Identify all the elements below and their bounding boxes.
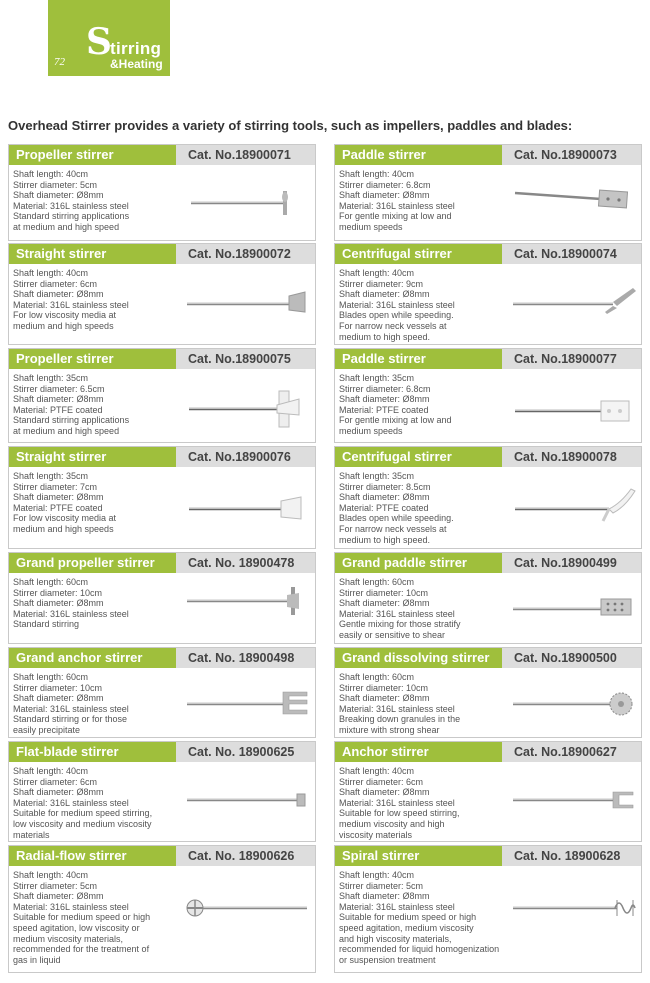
catalog-number: Cat. No. 18900626 <box>176 846 315 866</box>
product-card <box>8 552 316 644</box>
spec-line: Material: PTFE coated <box>13 404 103 415</box>
product-card <box>8 446 316 549</box>
spec-line: Blades open while speeding. <box>339 310 454 321</box>
spec-line: medium and high speeds <box>13 320 114 331</box>
catalog-number: Cat. No.18900072 <box>176 244 315 264</box>
spec-line: Gentle mixing for those stratify <box>339 619 461 630</box>
product-name: Anchor stirrer <box>335 742 502 762</box>
spec-line: Stirrer diameter: 6cm <box>13 278 98 289</box>
spec-line: Shaft diameter: Ø8mm <box>339 289 430 300</box>
spec-line: Shaft diameter: Ø8mm <box>13 394 104 405</box>
product-specs <box>339 471 511 545</box>
spec-line: speed agitation, medium viscosity <box>339 922 474 933</box>
product-specs <box>13 471 185 535</box>
spec-line: Shaft diameter: Ø8mm <box>339 787 430 798</box>
product-name: Flat-blade stirrer <box>9 742 176 762</box>
spec-line: Blades open while speeding. <box>339 513 454 524</box>
product-specs <box>13 373 185 437</box>
product-name: Grand propeller stirrer <box>9 553 176 573</box>
catalog-number: Cat. No.18900074 <box>502 244 641 264</box>
spec-line: Shaft length: 35cm <box>339 373 415 383</box>
spec-line: For low viscosity media at <box>13 310 117 321</box>
product-header <box>9 846 315 866</box>
spec-line: low viscosity and medium viscosity <box>13 818 152 829</box>
radial-flow-icon <box>183 874 311 934</box>
spec-line: Shaft diameter: Ø8mm <box>13 891 104 902</box>
spec-line: Material: PTFE coated <box>13 502 103 513</box>
spec-line: Shaft diameter: Ø8mm <box>339 598 430 609</box>
product-name: Centrifugal stirrer <box>335 244 502 264</box>
spec-line: Material: PTFE coated <box>339 404 429 415</box>
product-name: Propeller stirrer <box>9 349 176 369</box>
product-specs <box>13 870 185 965</box>
product-card <box>334 348 642 443</box>
product-name: Propeller stirrer <box>9 145 176 165</box>
product-card <box>334 144 642 241</box>
spec-line: speed agitation, low viscosity or <box>13 922 140 933</box>
spec-line: Material: 316L stainless steel <box>13 299 129 310</box>
product-card <box>8 741 316 842</box>
banner-initial: S <box>86 21 112 63</box>
spec-line: Shaft length: 40cm <box>339 268 415 278</box>
spec-line: Stirrer diameter: 6.8cm <box>339 383 431 394</box>
spec-line: medium and high speeds <box>13 523 114 534</box>
product-header <box>9 349 315 369</box>
spec-line: viscosity materials <box>339 829 413 840</box>
page-number: 72 <box>54 56 65 68</box>
flat-blade-icon <box>183 770 311 830</box>
spec-line: Stirrer diameter: 5cm <box>339 880 424 891</box>
centrifugal-icon <box>509 272 637 332</box>
spec-line: Standard stirring <box>13 619 80 630</box>
product-name: Paddle stirrer <box>335 349 502 369</box>
catalog-number: Cat. No. 18900498 <box>176 648 315 668</box>
product-specs <box>13 766 185 840</box>
spec-line: Shaft diameter: Ø8mm <box>339 394 430 405</box>
product-card <box>8 243 316 345</box>
spec-line: easily precipitate <box>13 724 81 735</box>
product-header <box>9 553 315 573</box>
spec-line: Shaft diameter: Ø8mm <box>13 492 104 503</box>
product-specs <box>339 169 511 233</box>
spec-line: Stirrer diameter: 6.5cm <box>13 383 105 394</box>
catalog-number: Cat. No.18900077 <box>502 349 641 369</box>
spec-line: Stirrer diameter: 7cm <box>13 481 98 492</box>
product-name: Grand dissolving stirrer <box>335 648 502 668</box>
product-specs <box>13 577 185 630</box>
spec-line: recommended for liquid homogenization <box>339 944 500 955</box>
spec-line: Shaft diameter: Ø8mm <box>339 190 430 201</box>
spec-line: Shaft length: 60cm <box>339 577 415 587</box>
spec-line: Material: 316L stainless steel <box>339 901 455 912</box>
spec-line: Shaft length: 35cm <box>13 471 89 481</box>
product-name: Grand anchor stirrer <box>9 648 176 668</box>
spec-line: For gentle mixing at low and <box>339 415 452 426</box>
spec-line: mixture with strong shear <box>339 724 440 735</box>
dissolving-disc-icon <box>509 676 637 736</box>
product-card <box>334 845 642 973</box>
ptfe-paddle-icon <box>509 377 637 437</box>
section-banner <box>48 0 170 76</box>
spec-line: Stirrer diameter: 6cm <box>339 776 424 787</box>
spec-line: Material: 316L stainless steel <box>13 200 129 211</box>
spec-line: Shaft diameter: Ø8mm <box>339 693 430 704</box>
straight-blade-icon <box>183 272 311 332</box>
product-header <box>9 447 315 467</box>
product-header <box>335 648 641 668</box>
ptfe-centrifugal-icon <box>509 475 637 535</box>
spec-line: medium speeds <box>339 221 403 232</box>
spec-line: For gentle mixing at low and <box>339 211 452 222</box>
spec-line: Shaft diameter: Ø8mm <box>339 492 430 503</box>
catalog-number: Cat. No.18900076 <box>176 447 315 467</box>
product-name: Radial-flow stirrer <box>9 846 176 866</box>
spec-line: medium viscosity and high <box>339 818 445 829</box>
catalog-number: Cat. No.18900627 <box>502 742 641 762</box>
spec-line: Standard stirring applications <box>13 415 130 426</box>
spec-line: Stirrer diameter: 5cm <box>13 179 98 190</box>
banner-subtitle: &Heating <box>110 57 163 71</box>
spec-line: Shaft length: 40cm <box>13 870 89 880</box>
spec-line: Shaft length: 60cm <box>13 577 89 587</box>
catalog-number: Cat. No. 18900478 <box>176 553 315 573</box>
product-card <box>8 647 316 738</box>
spec-line: Shaft diameter: Ø8mm <box>339 891 430 902</box>
spec-line: For narrow neck vessels at <box>339 523 447 534</box>
spec-line: Material: 316L stainless steel <box>13 901 129 912</box>
spec-line: Shaft diameter: Ø8mm <box>13 289 104 300</box>
ptfe-propeller-icon <box>183 377 311 437</box>
product-card <box>334 446 642 549</box>
product-card <box>8 144 316 241</box>
product-specs <box>13 672 185 736</box>
spec-line: Stirrer diameter: 6cm <box>13 776 98 787</box>
spec-line: Shaft length: 40cm <box>13 268 89 278</box>
catalog-number: Cat. No.18900500 <box>502 648 641 668</box>
product-specs <box>339 672 511 736</box>
spec-line: Stirrer diameter: 10cm <box>339 587 429 598</box>
catalog-number: Cat. No.18900071 <box>176 145 315 165</box>
product-name: Centrifugal stirrer <box>335 447 502 467</box>
propeller-icon <box>183 173 311 233</box>
spec-line: Standard stirring applications <box>13 211 130 222</box>
spec-line: Material: 316L stainless steel <box>339 608 455 619</box>
catalog-number: Cat. No.18900073 <box>502 145 641 165</box>
spec-line: Stirrer diameter: 9cm <box>339 278 424 289</box>
spec-line: medium viscosity materials, <box>13 933 124 944</box>
product-header <box>335 742 641 762</box>
spec-line: Stirrer diameter: 10cm <box>339 682 429 693</box>
product-header <box>335 145 641 165</box>
spec-line: at medium and high speed <box>13 221 120 232</box>
spec-line: Shaft length: 35cm <box>13 373 89 383</box>
spec-line: Suitable for low speed stirring, <box>339 808 460 819</box>
spec-line: Shaft diameter: Ø8mm <box>13 693 104 704</box>
spec-line: Shaft length: 40cm <box>339 169 415 179</box>
spec-line: Shaft length: 40cm <box>13 766 89 776</box>
product-card <box>334 552 642 644</box>
spec-line: Shaft length: 40cm <box>13 169 89 179</box>
catalog-number: Cat. No.18900075 <box>176 349 315 369</box>
product-card <box>334 741 642 842</box>
spec-line: at medium and high speed <box>13 425 120 436</box>
product-header <box>335 846 641 866</box>
product-header <box>335 553 641 573</box>
spec-line: Shaft length: 35cm <box>339 471 415 481</box>
catalog-number: Cat. No.18900078 <box>502 447 641 467</box>
spec-line: Material: 316L stainless steel <box>13 797 129 808</box>
spec-line: Material: 316L stainless steel <box>339 200 455 211</box>
spec-line: Stirrer diameter: 6.8cm <box>339 179 431 190</box>
product-card <box>8 348 316 443</box>
spec-line: Stirrer diameter: 8.5cm <box>339 481 431 492</box>
spec-line: Material: 316L stainless steel <box>339 797 455 808</box>
product-specs <box>339 766 511 840</box>
spec-line: medium speeds <box>339 425 403 436</box>
spec-line: Stirrer diameter: 5cm <box>13 880 98 891</box>
spec-line: Shaft diameter: Ø8mm <box>13 190 104 201</box>
product-name: Straight stirrer <box>9 447 176 467</box>
product-specs <box>13 169 185 233</box>
paddle-icon <box>509 173 637 233</box>
spec-line: easily or sensitive to shear <box>339 629 446 640</box>
product-name: Grand paddle stirrer <box>335 553 502 573</box>
product-specs <box>13 268 185 332</box>
spec-line: and high viscosity materials, <box>339 933 452 944</box>
product-specs <box>339 373 511 437</box>
grand-propeller-icon <box>183 581 311 641</box>
spec-line: For low viscosity media at <box>13 513 117 524</box>
spec-line: Shaft length: 40cm <box>339 766 415 776</box>
catalog-number: Cat. No. 18900625 <box>176 742 315 762</box>
spec-line: Suitable for medium speed or high <box>13 912 151 923</box>
banner-title: tirring <box>110 39 162 58</box>
product-header <box>9 244 315 264</box>
spec-line: Suitable for medium speed stirring, <box>13 808 153 819</box>
product-name: Spiral stirrer <box>335 846 502 866</box>
product-header <box>335 244 641 264</box>
spec-line: Stirrer diameter: 10cm <box>13 682 103 693</box>
spec-line: materials <box>13 829 50 840</box>
product-specs <box>339 268 511 342</box>
spec-line: Shaft diameter: Ø8mm <box>13 598 104 609</box>
spec-line: Stirrer diameter: 10cm <box>13 587 103 598</box>
spec-line: Shaft length: 60cm <box>339 672 415 682</box>
product-header <box>335 349 641 369</box>
spec-line: recommended for the treatment of <box>13 944 150 955</box>
spec-line: Material: 316L stainless steel <box>13 608 129 619</box>
anchor-icon <box>509 770 637 830</box>
product-specs <box>339 577 511 641</box>
ptfe-straight-icon <box>183 475 311 535</box>
spec-line: Material: PTFE coated <box>339 502 429 513</box>
product-card <box>334 647 642 738</box>
spec-line: For narrow neck vessels at <box>339 320 447 331</box>
spec-line: Standard stirring or for those <box>13 714 128 725</box>
product-header <box>9 145 315 165</box>
spec-line: Shaft length: 40cm <box>339 870 415 880</box>
grand-anchor-icon <box>183 676 311 736</box>
product-specs <box>339 870 511 965</box>
product-card <box>8 845 316 973</box>
spec-line: Shaft diameter: Ø8mm <box>13 787 104 798</box>
grand-paddle-icon <box>509 581 637 641</box>
spec-line: or suspension treatment <box>339 954 436 965</box>
spec-line: Material: 316L stainless steel <box>13 703 129 714</box>
product-card <box>334 243 642 345</box>
product-header <box>335 447 641 467</box>
spec-line: Material: 316L stainless steel <box>339 299 455 310</box>
spec-line: medium to high speed. <box>339 331 431 342</box>
product-name: Paddle stirrer <box>335 145 502 165</box>
intro-text: Overhead Stirrer provides a variety of stirring tools, such as impellers, paddles and blades: <box>8 118 573 133</box>
catalog-number: Cat. No.18900499 <box>502 553 641 573</box>
spec-line: medium to high speed. <box>339 534 431 545</box>
product-header <box>9 742 315 762</box>
product-name: Straight stirrer <box>9 244 176 264</box>
spiral-icon <box>509 874 637 934</box>
spec-line: Material: 316L stainless steel <box>339 703 455 714</box>
spec-line: gas in liquid <box>13 954 61 965</box>
catalog-number: Cat. No. 18900628 <box>502 846 641 866</box>
spec-line: Suitable for medium speed or high <box>339 912 477 923</box>
product-header <box>9 648 315 668</box>
spec-line: Shaft length: 60cm <box>13 672 89 682</box>
spec-line: Breaking down granules in the <box>339 714 461 725</box>
